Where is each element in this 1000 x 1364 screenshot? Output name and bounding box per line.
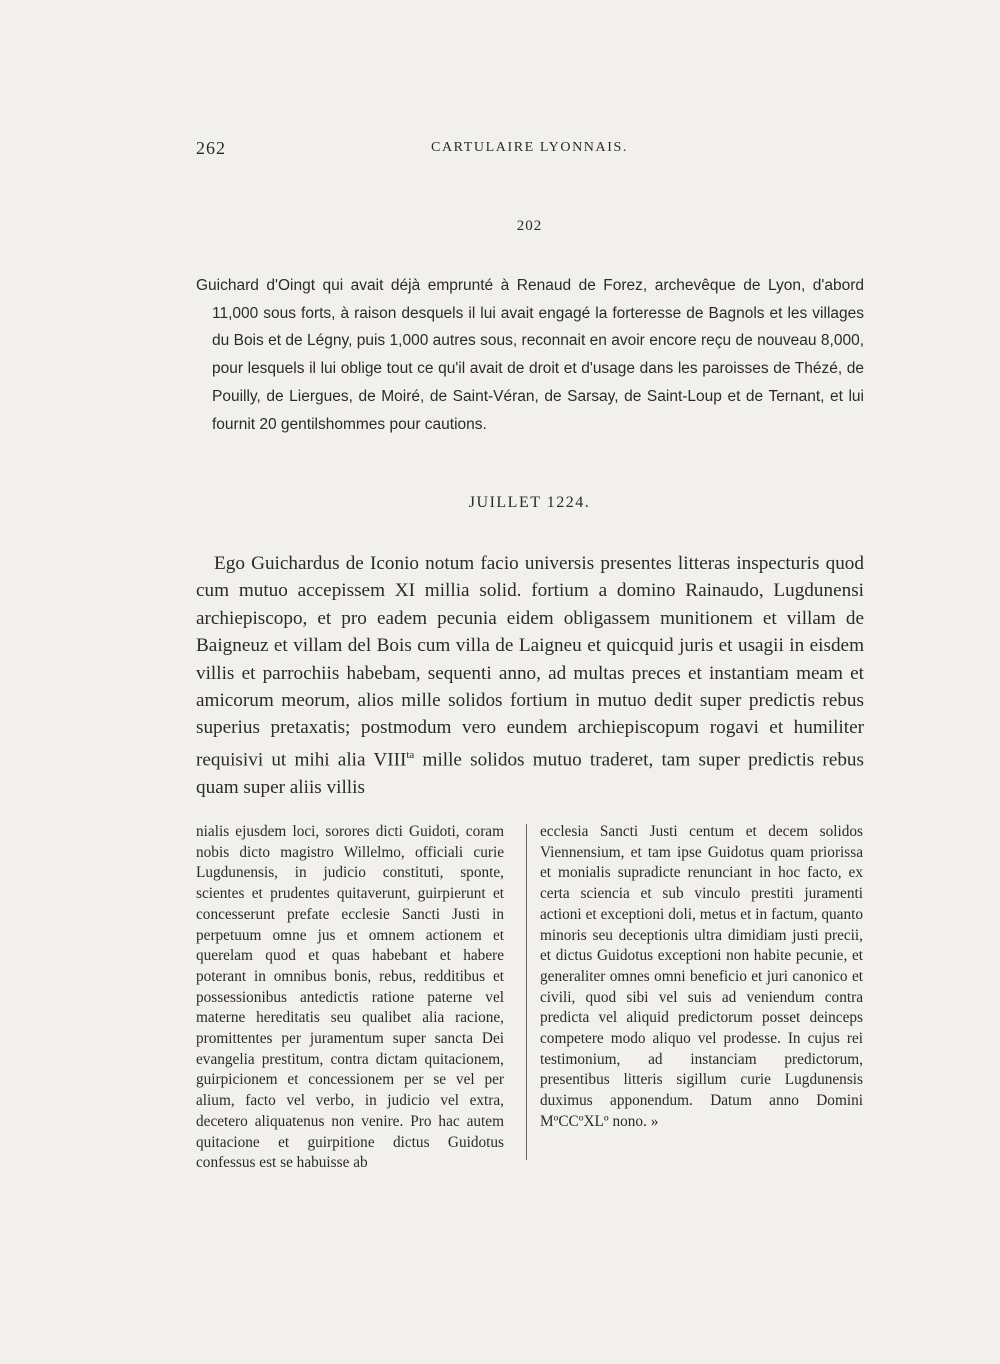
footnote-right-column	[540, 822, 863, 1133]
footnote-left-column	[196, 822, 504, 1174]
footnote-right-text: ecclesia Sancti Justi centum et decem solidos Viennensium, et tam ipse Guidotus quam priorissa et monialis supradicte renunciant in hoc facto, ex certa sciencia et sub vinculo prestiti juramenti actioni et exceptioni doli, metus et in factum, quanto minoris seu deceptionis ultra dimidiam justi precii, et dictus Guidotus exceptioni non habite pecunie, et generaliter omnes omni beneficio et juri canonico et civili, quod sibi vel suis ad veniendum contra predicta vel aliquid predictorum posset deinceps competere modo aliquo vel prodesse. In cujus rei testimonium, ad instanciam predictorum, presentibus litteris sigillum curie Lugdunensis duximus apponendum. Datum anno Domini MºCCºXLº nono. »	[540, 823, 863, 1130]
document-date: JUILLET 1224.	[468, 494, 591, 511]
charter-text-part-2: mille solidos mutuo traderet, tam super predictis rebus quam super aliis villis	[196, 749, 864, 798]
document-number: 202	[516, 218, 543, 234]
footnote-left-text: nialis ejusdem loci, sorores dicti Guidoti, coram nobis dicto magistro Willelmo, officiali curie Lugdunensis, in judicio constituti, sponte, scientes et prudentes quitaverunt, guirpierunt et concesserunt prefate ecclesie Sancti Justi in perpetuum omne jus et omnem actionem et querelam quod et quas habebant et habere poterant in omnibus bonis, rebus, redditibus et possessionibus antedictis ratione paterne vel materne hereditatis seu qualibet alia racione, promittentes per juramentum super sancta Dei evangelia prestitum, contra dictam quitacionem, guirpicionem et concessionem per se vel per alium, facto vel verbo, in judicio vel extra, decetero aliquatenus non venire. Pro hac autem quitacione et guirpitione dictus Guidotus confessus est se habuisse ab	[196, 823, 504, 1172]
charter-paragraph	[196, 550, 864, 801]
footnotes	[196, 822, 864, 1172]
summary-text: Guichard d'Oingt qui avait déjà emprunté à Renaud de Forez, archevêque de Lyon, d'abord 11,000 sous forts, à raison desquels il lui avait engagé la forteresse de Bagnols et les villages du Bois et de Légny, puis 1,000 autres sous, reconnait en avoir encore reçu de nouveau 8,000, pour lesquels il lui oblige tout ce qu'il avait de droit et d'usage dans les paroisses de Thézé, de Pouilly, de Liergues, de Moiré, de Saint-Véran, de Sarsay, de Saint-Loup et de Ternant, et lui fournit 20 gentilshommes pour cautions.	[196, 277, 864, 433]
charter-text	[196, 550, 864, 801]
running-title: CARTULAIRE LYONNAIS.	[431, 140, 628, 155]
running-header	[196, 138, 863, 162]
page-number: 262	[196, 138, 226, 158]
charter-superscript: ta	[406, 748, 415, 761]
document-summary	[196, 272, 864, 438]
column-divider	[526, 824, 527, 1160]
charter-text-part-1: Ego Guichardus de Iconio notum facio universis presentes litteras inspecturis quod cum mutuo accepissem XI millia solid. fortium a domino Rainaudo, Lugdunensi archiepiscopo, et pro eadem pecunia eidem obligassem munitionem et villam de Baigneuz et villam del Bois cum villa de Laigneu et quicquid juris et usagii in eisdem villis et parrochiis habebam, sequenti anno, ad multas preces et instantiam meam et amicorum meorum, alios mille solidos fortium in mutuo dedit super predictis rebus superius pretaxatis; postmodum vero eundem archiepiscopum rogavi et humiliter requisivi ut mihi alia VIII	[196, 553, 864, 771]
